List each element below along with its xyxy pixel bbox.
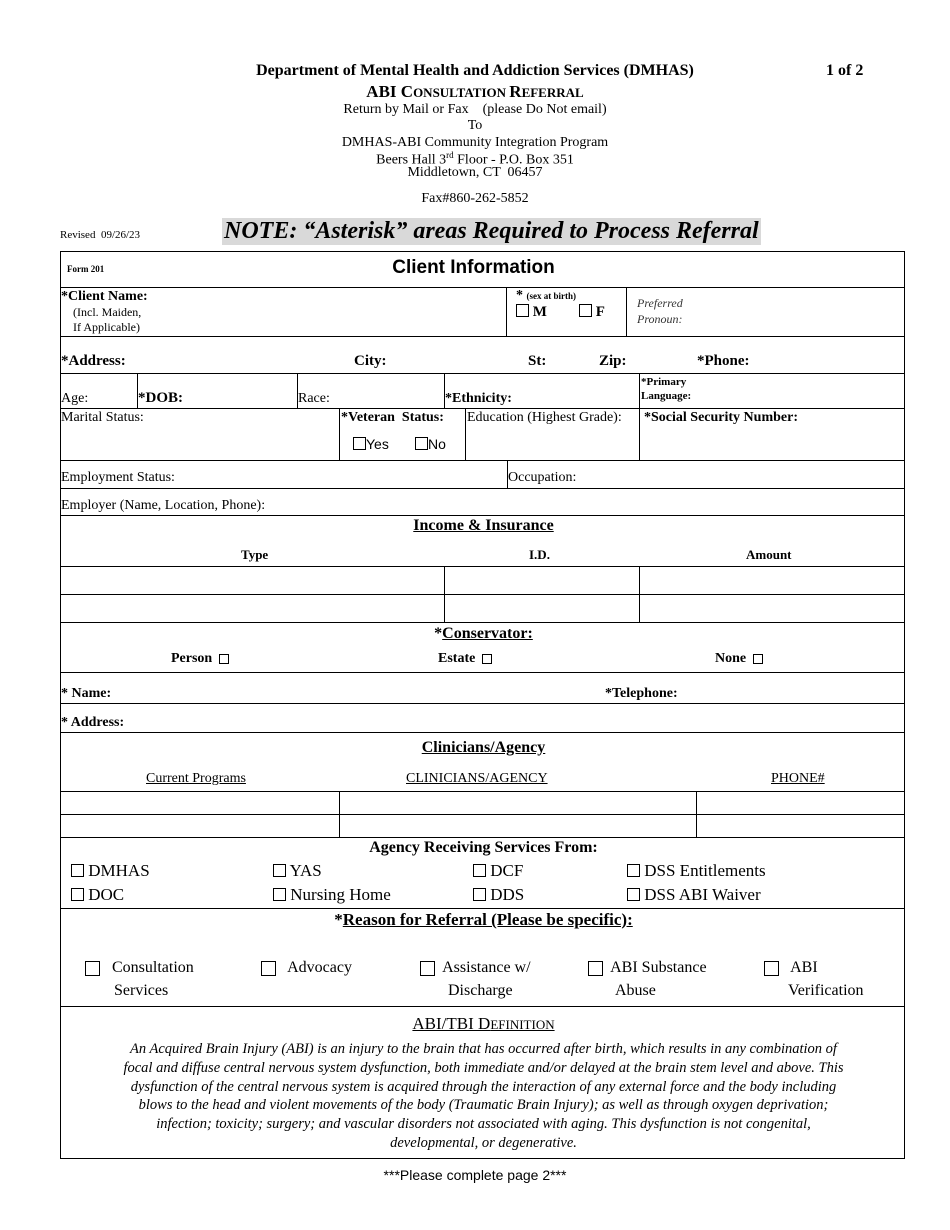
department-name: Department of Mental Health and Addiction Services (DMHAS)	[256, 62, 694, 79]
agency-dss-abi-waiver-checkbox[interactable]	[627, 888, 640, 901]
definition-line: developmental, or degenerative.	[390, 1134, 577, 1151]
reason-advocacy-option[interactable]: Advocacy	[261, 956, 352, 979]
reason-consultation-checkbox[interactable]	[85, 961, 100, 976]
income-col-type: Type	[241, 547, 269, 562]
income-insurance-title: Income & Insurance	[413, 517, 554, 534]
dob-label: *DOB:	[138, 390, 183, 406]
employment-status-label: Employment Status:	[61, 470, 175, 485]
reason-advocacy-checkbox[interactable]	[261, 961, 276, 976]
program-address-2: Middletown, CT 06457	[407, 165, 543, 180]
agency-dds-option[interactable]: DDS	[473, 885, 524, 905]
definition-line: focal and diffuse central nervous system dysfunction, both immediate and/or delayed at the brain stem level and above. This	[123, 1059, 844, 1076]
reason-title: *Reason for Referral (Please be specific):	[334, 910, 633, 929]
reason-abi-verification-option[interactable]: ABI Verification	[764, 956, 864, 1002]
sex-m-option[interactable]: M	[516, 304, 547, 321]
agency-yas-checkbox[interactable]	[273, 864, 286, 877]
conservator-none-checkbox[interactable]	[753, 654, 763, 664]
clinicians-col-programs: Current Programs	[146, 771, 246, 786]
primary-language-label-2: Language:	[641, 390, 692, 402]
sex-f-option[interactable]: F	[579, 304, 605, 321]
state-label: St:	[528, 353, 547, 369]
agency-dss-entitlements-option[interactable]: DSS Entitlements	[627, 861, 766, 881]
agency-dss-entitlements-checkbox[interactable]	[627, 864, 640, 877]
revised-date: Revised 09/26/23	[60, 229, 141, 241]
agency-dcf-option[interactable]: DCF	[473, 861, 523, 881]
phone-label: *Phone:	[697, 353, 750, 369]
return-instructions: Return by Mail or Fax (please Do Not email)	[343, 102, 607, 117]
maiden-note-1: (Incl. Maiden,	[73, 305, 142, 319]
occupation-label: Occupation:	[508, 470, 577, 485]
definition-line: dysfunction of the central nervous system is acquired through the interaction of any external force and the body including	[130, 1078, 837, 1095]
conservator-address-label: * Address:	[61, 715, 125, 730]
definition-line: An Acquired Brain Injury (ABI) is an injury to the brain that has occurred after birth, which results in any combination of	[130, 1041, 837, 1057]
reason-assistance-checkbox[interactable]	[420, 961, 435, 976]
city-label: City:	[354, 353, 387, 369]
conservator-estate-checkbox[interactable]	[482, 654, 492, 664]
agency-receiving-title: Agency Receiving Services From:	[369, 839, 598, 856]
primary-language-label-1: *Primary	[641, 376, 687, 388]
definition-line: blows to the head and violent movements of the body (Traumatic Brain Injury); as well as through oxygen deprivation;	[138, 1097, 829, 1114]
referral-form	[60, 251, 905, 1159]
pronoun-label-2: Pronoun:	[637, 312, 683, 326]
clinicians-title: Clinicians/Agency	[421, 739, 546, 756]
page-number: 1 of 2	[826, 62, 864, 79]
clinicians-col-agency: CLINICIANS/AGENCY	[406, 771, 548, 786]
ethnicity-label: *Ethnicity:	[445, 391, 512, 406]
education-label: Education (Highest Grade):	[467, 410, 622, 425]
reason-consultation-option[interactable]: Consultation Services	[85, 956, 194, 1002]
conservator-none-option[interactable]: None	[715, 651, 763, 667]
agency-dmhas-option[interactable]: DMHAS	[71, 861, 150, 881]
veteran-yes-option[interactable]: Yes	[353, 436, 389, 452]
reason-abi-verification-checkbox[interactable]	[764, 961, 779, 976]
client-info-title: Client Information	[392, 257, 555, 278]
agency-nursing-home-option[interactable]: Nursing Home	[273, 885, 391, 905]
employer-label: Employer (Name, Location, Phone):	[61, 498, 266, 513]
reason-abi-substance-option[interactable]: ABI Substance Abuse	[588, 956, 707, 1002]
zip-label: Zip:	[599, 353, 627, 369]
definition-title: ABI/TBI DEFINITION	[412, 1014, 555, 1033]
agency-dmhas-checkbox[interactable]	[71, 864, 84, 877]
conservator-name-label: * Name:	[61, 686, 112, 701]
client-name-label: *Client Name:	[61, 289, 148, 304]
veteran-no-option[interactable]: No	[415, 436, 446, 452]
income-col-amount: Amount	[746, 547, 792, 562]
veteran-yes-checkbox[interactable]	[353, 437, 366, 450]
footer-note: ***Please complete page 2***	[383, 1167, 567, 1183]
conservator-estate-option[interactable]: Estate	[438, 651, 492, 667]
marital-status-label: Marital Status:	[61, 410, 144, 425]
definition-text	[61, 1040, 906, 1153]
agency-dds-checkbox[interactable]	[473, 888, 486, 901]
agency-nursing-home-checkbox[interactable]	[273, 888, 286, 901]
conservator-person-checkbox[interactable]	[219, 654, 229, 664]
form-title: ABI CONSULTATION REFERRAL	[366, 82, 584, 101]
agency-doc-checkbox[interactable]	[71, 888, 84, 901]
fax-number: Fax#860-262-5852	[421, 191, 529, 206]
race-label: Race:	[298, 391, 330, 406]
definition-line: infection; toxicity; surgery; and vascular disorders not associated with aging. This dysfunction is not congenital,	[156, 1116, 811, 1133]
veteran-status-label: *Veteran Status:	[341, 410, 444, 425]
sex-m-checkbox[interactable]	[516, 304, 529, 317]
program-name: DMHAS-ABI Community Integration Program	[341, 135, 609, 150]
pronoun-label-1: Preferred	[637, 296, 683, 310]
program-address-1: Beers Hall 3rd Floor - P.O. Box 351	[376, 150, 574, 168]
income-col-id: I.D.	[529, 547, 550, 562]
veteran-no-checkbox[interactable]	[415, 437, 428, 450]
reason-abi-substance-checkbox[interactable]	[588, 961, 603, 976]
age-label: Age:	[61, 391, 89, 406]
agency-yas-option[interactable]: YAS	[273, 861, 322, 881]
clinicians-col-phone: PHONE#	[771, 771, 825, 786]
to-label: To	[467, 118, 483, 133]
sex-at-birth-label: * (sex at birth)	[516, 288, 576, 303]
reason-assistance-option[interactable]: Assistance w/ Discharge	[420, 956, 531, 1002]
sex-f-checkbox[interactable]	[579, 304, 592, 317]
conservator-title: *Conservator:	[434, 625, 533, 642]
agency-dcf-checkbox[interactable]	[473, 864, 486, 877]
maiden-note-2: If Applicable)	[73, 320, 140, 334]
form-number: Form 201	[67, 264, 105, 274]
conservator-person-option[interactable]: Person	[171, 651, 229, 667]
conservator-telephone-label: *Telephone:	[605, 686, 678, 701]
required-note: NOTE: “Asterisk” areas Required to Process Referral	[224, 218, 759, 244]
agency-dss-abi-waiver-option[interactable]: DSS ABI Waiver	[627, 885, 761, 905]
address-label: *Address:	[61, 353, 126, 369]
agency-doc-option[interactable]: DOC	[71, 885, 124, 905]
ssn-label: *Social Security Number:	[644, 410, 798, 425]
